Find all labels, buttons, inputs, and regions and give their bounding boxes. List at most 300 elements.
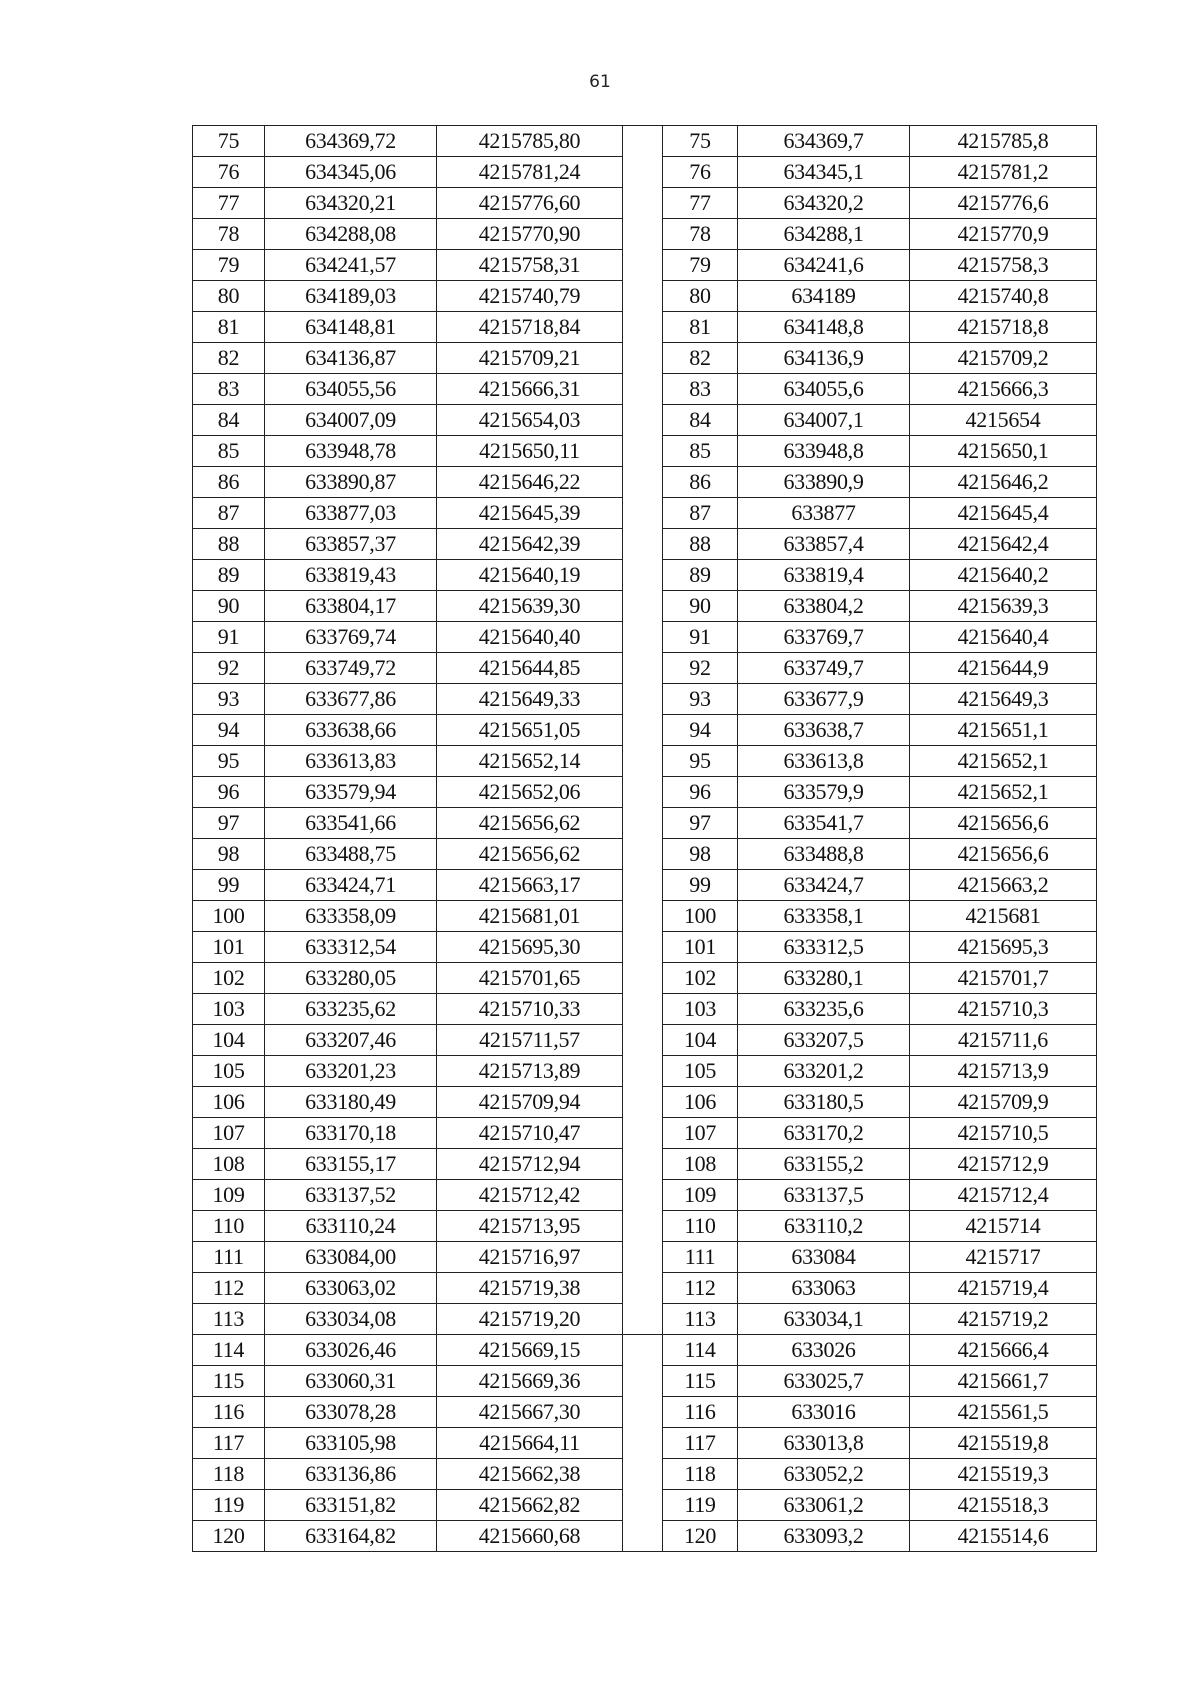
cell-point-number: 108: [193, 1149, 265, 1180]
column-separator: [623, 1242, 663, 1273]
column-separator: [623, 529, 663, 560]
cell-y-coordinate: 4215669,36: [437, 1366, 623, 1397]
cell-point-number: 93: [193, 684, 265, 715]
cell-x-coordinate: 633769,74: [265, 622, 437, 653]
cell-y-coordinate: 4215712,94: [437, 1149, 623, 1180]
cell-y-coordinate: 4215666,31: [437, 374, 623, 405]
column-separator: [623, 126, 663, 157]
column-separator: [623, 1149, 663, 1180]
cell-y-coordinate: 4215711,57: [437, 1025, 623, 1056]
cell-point-number: 106: [193, 1087, 265, 1118]
cell-x-coordinate: 633613,83: [265, 746, 437, 777]
column-separator: [623, 653, 663, 684]
cell-x-coordinate-alt: 633207,5: [738, 1025, 910, 1056]
cell-x-coordinate: 633110,24: [265, 1211, 437, 1242]
column-separator: [623, 1335, 663, 1366]
cell-x-coordinate-alt: 633312,5: [738, 932, 910, 963]
cell-x-coordinate-alt: 634136,9: [738, 343, 910, 374]
table-row: [193, 1366, 1097, 1397]
cell-x-coordinate-alt: 633890,9: [738, 467, 910, 498]
cell-x-coordinate-alt: 633025,7: [738, 1366, 910, 1397]
cell-y-coordinate-alt: 4215561,5: [910, 1397, 1097, 1428]
cell-y-coordinate: 4215701,65: [437, 963, 623, 994]
table-row: [193, 870, 1097, 901]
cell-point-number-alt: 77: [663, 188, 738, 219]
table-row: [193, 1025, 1097, 1056]
cell-point-number: 85: [193, 436, 265, 467]
coordinates-table-container: [192, 125, 1096, 1552]
cell-x-coordinate-alt: 633155,2: [738, 1149, 910, 1180]
cell-y-coordinate: 4215662,38: [437, 1459, 623, 1490]
cell-x-coordinate: 633137,52: [265, 1180, 437, 1211]
cell-point-number-alt: 80: [663, 281, 738, 312]
cell-x-coordinate-alt: 634189: [738, 281, 910, 312]
table-row: [193, 312, 1097, 343]
table-row: [193, 1242, 1097, 1273]
cell-x-coordinate-alt: 633013,8: [738, 1428, 910, 1459]
cell-point-number: 102: [193, 963, 265, 994]
column-separator: [623, 1273, 663, 1304]
cell-x-coordinate: 633280,05: [265, 963, 437, 994]
cell-point-number-alt: 85: [663, 436, 738, 467]
column-separator: [623, 622, 663, 653]
cell-x-coordinate-alt: 634320,2: [738, 188, 910, 219]
cell-point-number-alt: 94: [663, 715, 738, 746]
cell-x-coordinate: 634288,08: [265, 219, 437, 250]
cell-y-coordinate-alt: 4215666,3: [910, 374, 1097, 405]
column-separator: [623, 715, 663, 746]
table-row: [193, 1521, 1097, 1552]
cell-point-number: 99: [193, 870, 265, 901]
cell-x-coordinate-alt: 633541,7: [738, 808, 910, 839]
column-separator: [623, 1056, 663, 1087]
cell-x-coordinate-alt: 634241,6: [738, 250, 910, 281]
cell-x-coordinate: 633155,17: [265, 1149, 437, 1180]
cell-y-coordinate-alt: 4215663,2: [910, 870, 1097, 901]
cell-point-number-alt: 78: [663, 219, 738, 250]
column-separator: [623, 250, 663, 281]
cell-y-coordinate-alt: 4215519,8: [910, 1428, 1097, 1459]
cell-y-coordinate-alt: 4215656,6: [910, 839, 1097, 870]
table-row: [193, 684, 1097, 715]
cell-x-coordinate-alt: 633170,2: [738, 1118, 910, 1149]
column-separator: [623, 1025, 663, 1056]
cell-point-number: 100: [193, 901, 265, 932]
cell-point-number: 95: [193, 746, 265, 777]
cell-y-coordinate: 4215650,11: [437, 436, 623, 467]
column-separator: [623, 932, 663, 963]
cell-x-coordinate: 633424,71: [265, 870, 437, 901]
cell-point-number-alt: 87: [663, 498, 738, 529]
cell-x-coordinate-alt: 634007,1: [738, 405, 910, 436]
cell-x-coordinate: 633638,66: [265, 715, 437, 746]
cell-x-coordinate: 633170,18: [265, 1118, 437, 1149]
table-row: [193, 994, 1097, 1025]
cell-y-coordinate-alt: 4215695,3: [910, 932, 1097, 963]
table-row: [193, 1149, 1097, 1180]
cell-point-number-alt: 90: [663, 591, 738, 622]
cell-y-coordinate: 4215709,94: [437, 1087, 623, 1118]
table-row: [193, 126, 1097, 157]
table-row: [193, 746, 1097, 777]
table-row: [193, 1118, 1097, 1149]
cell-point-number-alt: 95: [663, 746, 738, 777]
cell-point-number: 113: [193, 1304, 265, 1335]
cell-y-coordinate: 4215785,80: [437, 126, 623, 157]
cell-y-coordinate: 4215770,90: [437, 219, 623, 250]
cell-y-coordinate: 4215758,31: [437, 250, 623, 281]
cell-point-number-alt: 117: [663, 1428, 738, 1459]
cell-point-number-alt: 109: [663, 1180, 738, 1211]
cell-x-coordinate-alt: 633093,2: [738, 1521, 910, 1552]
cell-y-coordinate-alt: 4215644,9: [910, 653, 1097, 684]
cell-x-coordinate: 633877,03: [265, 498, 437, 529]
cell-point-number-alt: 82: [663, 343, 738, 374]
table-row: [193, 219, 1097, 250]
cell-y-coordinate: 4215716,97: [437, 1242, 623, 1273]
cell-y-coordinate-alt: 4215649,3: [910, 684, 1097, 715]
cell-y-coordinate: 4215740,79: [437, 281, 623, 312]
cell-x-coordinate-alt: 633857,4: [738, 529, 910, 560]
table-row: [193, 1490, 1097, 1521]
cell-x-coordinate: 634320,21: [265, 188, 437, 219]
cell-point-number-alt: 114: [663, 1335, 738, 1366]
cell-y-coordinate-alt: 4215640,4: [910, 622, 1097, 653]
table-row: [193, 1428, 1097, 1459]
cell-point-number-alt: 110: [663, 1211, 738, 1242]
cell-y-coordinate: 4215776,60: [437, 188, 623, 219]
cell-x-coordinate: 633948,78: [265, 436, 437, 467]
column-separator: [623, 746, 663, 777]
cell-y-coordinate: 4215710,47: [437, 1118, 623, 1149]
cell-y-coordinate: 4215656,62: [437, 808, 623, 839]
cell-y-coordinate-alt: 4215651,1: [910, 715, 1097, 746]
cell-x-coordinate-alt: 634148,8: [738, 312, 910, 343]
cell-x-coordinate-alt: 633948,8: [738, 436, 910, 467]
cell-y-coordinate-alt: 4215640,2: [910, 560, 1097, 591]
cell-x-coordinate: 633890,87: [265, 467, 437, 498]
cell-x-coordinate: 634148,81: [265, 312, 437, 343]
cell-point-number-alt: 106: [663, 1087, 738, 1118]
cell-point-number-alt: 98: [663, 839, 738, 870]
column-separator: [623, 467, 663, 498]
cell-x-coordinate: 633312,54: [265, 932, 437, 963]
table-row: [193, 1273, 1097, 1304]
cell-x-coordinate-alt: 633061,2: [738, 1490, 910, 1521]
cell-y-coordinate-alt: 4215661,7: [910, 1366, 1097, 1397]
cell-y-coordinate-alt: 4215776,6: [910, 188, 1097, 219]
cell-point-number: 96: [193, 777, 265, 808]
cell-y-coordinate-alt: 4215666,4: [910, 1335, 1097, 1366]
cell-point-number-alt: 119: [663, 1490, 738, 1521]
cell-point-number-alt: 88: [663, 529, 738, 560]
cell-x-coordinate: 633105,98: [265, 1428, 437, 1459]
cell-y-coordinate-alt: 4215718,8: [910, 312, 1097, 343]
cell-x-coordinate-alt: 634055,6: [738, 374, 910, 405]
cell-y-coordinate-alt: 4215711,6: [910, 1025, 1097, 1056]
cell-y-coordinate-alt: 4215758,3: [910, 250, 1097, 281]
cell-x-coordinate: 633151,82: [265, 1490, 437, 1521]
cell-y-coordinate: 4215710,33: [437, 994, 623, 1025]
cell-point-number-alt: 83: [663, 374, 738, 405]
table-row: [193, 529, 1097, 560]
cell-y-coordinate: 4215656,62: [437, 839, 623, 870]
column-separator: [623, 1366, 663, 1397]
table-row: [193, 622, 1097, 653]
cell-point-number-alt: 79: [663, 250, 738, 281]
column-separator: [623, 219, 663, 250]
cell-y-coordinate: 4215712,42: [437, 1180, 623, 1211]
table-row: [193, 1211, 1097, 1242]
column-separator: [623, 1304, 663, 1335]
cell-point-number-alt: 112: [663, 1273, 738, 1304]
cell-y-coordinate-alt: 4215681: [910, 901, 1097, 932]
cell-y-coordinate: 4215663,17: [437, 870, 623, 901]
cell-point-number: 78: [193, 219, 265, 250]
cell-point-number-alt: 104: [663, 1025, 738, 1056]
column-separator: [623, 1211, 663, 1242]
cell-y-coordinate: 4215662,82: [437, 1490, 623, 1521]
cell-y-coordinate: 4215695,30: [437, 932, 623, 963]
cell-point-number: 103: [193, 994, 265, 1025]
cell-x-coordinate: 633026,46: [265, 1335, 437, 1366]
cell-y-coordinate-alt: 4215719,4: [910, 1273, 1097, 1304]
column-separator: [623, 870, 663, 901]
cell-x-coordinate-alt: 633052,2: [738, 1459, 910, 1490]
cell-point-number-alt: 101: [663, 932, 738, 963]
cell-x-coordinate: 634369,72: [265, 126, 437, 157]
cell-y-coordinate-alt: 4215770,9: [910, 219, 1097, 250]
cell-x-coordinate: 634345,06: [265, 157, 437, 188]
cell-x-coordinate: 633857,37: [265, 529, 437, 560]
cell-point-number-alt: 99: [663, 870, 738, 901]
cell-point-number: 77: [193, 188, 265, 219]
coordinates-table: [192, 125, 1097, 1552]
cell-point-number: 84: [193, 405, 265, 436]
cell-y-coordinate-alt: 4215781,2: [910, 157, 1097, 188]
cell-y-coordinate-alt: 4215714: [910, 1211, 1097, 1242]
cell-point-number-alt: 75: [663, 126, 738, 157]
cell-y-coordinate: 4215640,19: [437, 560, 623, 591]
column-separator: [623, 994, 663, 1025]
column-separator: [623, 901, 663, 932]
cell-y-coordinate-alt: 4215650,1: [910, 436, 1097, 467]
cell-x-coordinate-alt: 633110,2: [738, 1211, 910, 1242]
cell-y-coordinate-alt: 4215654: [910, 405, 1097, 436]
cell-y-coordinate-alt: 4215642,4: [910, 529, 1097, 560]
cell-y-coordinate-alt: 4215645,4: [910, 498, 1097, 529]
cell-x-coordinate-alt: 634369,7: [738, 126, 910, 157]
cell-y-coordinate: 4215651,05: [437, 715, 623, 746]
table-row: [193, 498, 1097, 529]
column-separator: [623, 1521, 663, 1552]
table-row: [193, 777, 1097, 808]
cell-y-coordinate-alt: 4215785,8: [910, 126, 1097, 157]
cell-x-coordinate-alt: 633877: [738, 498, 910, 529]
cell-y-coordinate-alt: 4215710,3: [910, 994, 1097, 1025]
cell-x-coordinate-alt: 633613,8: [738, 746, 910, 777]
cell-y-coordinate: 4215640,40: [437, 622, 623, 653]
cell-y-coordinate-alt: 4215656,6: [910, 808, 1097, 839]
column-separator: [623, 374, 663, 405]
cell-x-coordinate-alt: 633201,2: [738, 1056, 910, 1087]
column-separator: [623, 1397, 663, 1428]
cell-x-coordinate: 633078,28: [265, 1397, 437, 1428]
cell-y-coordinate-alt: 4215709,2: [910, 343, 1097, 374]
column-separator: [623, 1118, 663, 1149]
table-row: [193, 901, 1097, 932]
cell-x-coordinate-alt: 633638,7: [738, 715, 910, 746]
column-separator: [623, 157, 663, 188]
cell-point-number: 75: [193, 126, 265, 157]
cell-x-coordinate: 633201,23: [265, 1056, 437, 1087]
cell-x-coordinate: 634241,57: [265, 250, 437, 281]
table-row: [193, 963, 1097, 994]
cell-point-number: 109: [193, 1180, 265, 1211]
cell-x-coordinate: 633060,31: [265, 1366, 437, 1397]
cell-y-coordinate: 4215639,30: [437, 591, 623, 622]
cell-y-coordinate: 4215642,39: [437, 529, 623, 560]
cell-point-number-alt: 86: [663, 467, 738, 498]
cell-y-coordinate: 4215654,03: [437, 405, 623, 436]
column-separator: [623, 188, 663, 219]
cell-point-number-alt: 113: [663, 1304, 738, 1335]
column-separator: [623, 312, 663, 343]
cell-x-coordinate: 633207,46: [265, 1025, 437, 1056]
cell-point-number-alt: 103: [663, 994, 738, 1025]
table-row: [193, 1180, 1097, 1211]
column-separator: [623, 1428, 663, 1459]
column-separator: [623, 1490, 663, 1521]
table-row: [193, 715, 1097, 746]
table-row: [193, 1397, 1097, 1428]
cell-x-coordinate: 633488,75: [265, 839, 437, 870]
cell-point-number-alt: 97: [663, 808, 738, 839]
cell-point-number: 112: [193, 1273, 265, 1304]
cell-x-coordinate-alt: 633749,7: [738, 653, 910, 684]
cell-point-number-alt: 84: [663, 405, 738, 436]
table-row: [193, 1087, 1097, 1118]
cell-point-number-alt: 115: [663, 1366, 738, 1397]
cell-y-coordinate-alt: 4215710,5: [910, 1118, 1097, 1149]
cell-y-coordinate: 4215719,38: [437, 1273, 623, 1304]
cell-y-coordinate-alt: 4215646,2: [910, 467, 1097, 498]
cell-x-coordinate-alt: 633280,1: [738, 963, 910, 994]
cell-y-coordinate-alt: 4215518,3: [910, 1490, 1097, 1521]
cell-y-coordinate: 4215781,24: [437, 157, 623, 188]
cell-point-number-alt: 120: [663, 1521, 738, 1552]
table-row: [193, 250, 1097, 281]
column-separator: [623, 1459, 663, 1490]
cell-point-number: 87: [193, 498, 265, 529]
cell-point-number: 88: [193, 529, 265, 560]
cell-x-coordinate-alt: 633016: [738, 1397, 910, 1428]
column-separator: [623, 808, 663, 839]
cell-point-number-alt: 105: [663, 1056, 738, 1087]
column-separator: [623, 591, 663, 622]
cell-point-number: 118: [193, 1459, 265, 1490]
cell-point-number-alt: 91: [663, 622, 738, 653]
column-separator: [623, 405, 663, 436]
cell-x-coordinate: 633541,66: [265, 808, 437, 839]
cell-y-coordinate: 4215649,33: [437, 684, 623, 715]
cell-point-number: 105: [193, 1056, 265, 1087]
cell-x-coordinate: 633164,82: [265, 1521, 437, 1552]
cell-y-coordinate: 4215646,22: [437, 467, 623, 498]
cell-x-coordinate: 633579,94: [265, 777, 437, 808]
cell-point-number-alt: 102: [663, 963, 738, 994]
cell-y-coordinate: 4215709,21: [437, 343, 623, 374]
cell-x-coordinate-alt: 633424,7: [738, 870, 910, 901]
cell-y-coordinate: 4215681,01: [437, 901, 623, 932]
table-row: [193, 374, 1097, 405]
table-row: [193, 1304, 1097, 1335]
table-row: [193, 1459, 1097, 1490]
table-row: [193, 157, 1097, 188]
cell-point-number-alt: 100: [663, 901, 738, 932]
cell-point-number: 92: [193, 653, 265, 684]
cell-point-number: 120: [193, 1521, 265, 1552]
table-row: [193, 591, 1097, 622]
cell-point-number: 76: [193, 157, 265, 188]
cell-y-coordinate: 4215669,15: [437, 1335, 623, 1366]
cell-x-coordinate-alt: 633137,5: [738, 1180, 910, 1211]
table-row: [193, 188, 1097, 219]
cell-x-coordinate-alt: 633026: [738, 1335, 910, 1366]
table-row: [193, 932, 1097, 963]
cell-y-coordinate-alt: 4215740,8: [910, 281, 1097, 312]
cell-y-coordinate-alt: 4215701,7: [910, 963, 1097, 994]
cell-y-coordinate: 4215644,85: [437, 653, 623, 684]
cell-y-coordinate: 4215652,14: [437, 746, 623, 777]
cell-x-coordinate-alt: 633034,1: [738, 1304, 910, 1335]
cell-y-coordinate-alt: 4215712,9: [910, 1149, 1097, 1180]
cell-point-number: 82: [193, 343, 265, 374]
cell-x-coordinate: 633804,17: [265, 591, 437, 622]
cell-x-coordinate-alt: 633804,2: [738, 591, 910, 622]
column-separator: [623, 436, 663, 467]
page-number: 61: [589, 72, 611, 92]
cell-y-coordinate: 4215713,89: [437, 1056, 623, 1087]
cell-x-coordinate-alt: 633235,6: [738, 994, 910, 1025]
cell-x-coordinate-alt: 633063: [738, 1273, 910, 1304]
table-row: [193, 436, 1097, 467]
cell-y-coordinate-alt: 4215652,1: [910, 777, 1097, 808]
cell-point-number-alt: 108: [663, 1149, 738, 1180]
cell-point-number: 110: [193, 1211, 265, 1242]
cell-y-coordinate-alt: 4215639,3: [910, 591, 1097, 622]
cell-point-number: 81: [193, 312, 265, 343]
cell-point-number: 119: [193, 1490, 265, 1521]
cell-point-number: 98: [193, 839, 265, 870]
cell-x-coordinate: 634055,56: [265, 374, 437, 405]
cell-point-number-alt: 89: [663, 560, 738, 591]
column-separator: [623, 343, 663, 374]
column-separator: [623, 498, 663, 529]
cell-point-number-alt: 92: [663, 653, 738, 684]
cell-x-coordinate-alt: 634345,1: [738, 157, 910, 188]
column-separator: [623, 839, 663, 870]
cell-x-coordinate: 633358,09: [265, 901, 437, 932]
cell-point-number: 117: [193, 1428, 265, 1459]
cell-y-coordinate: 4215645,39: [437, 498, 623, 529]
table-row: [193, 1335, 1097, 1366]
cell-y-coordinate: 4215660,68: [437, 1521, 623, 1552]
cell-y-coordinate-alt: 4215709,9: [910, 1087, 1097, 1118]
cell-x-coordinate-alt: 633579,9: [738, 777, 910, 808]
cell-point-number: 101: [193, 932, 265, 963]
column-separator: [623, 560, 663, 591]
